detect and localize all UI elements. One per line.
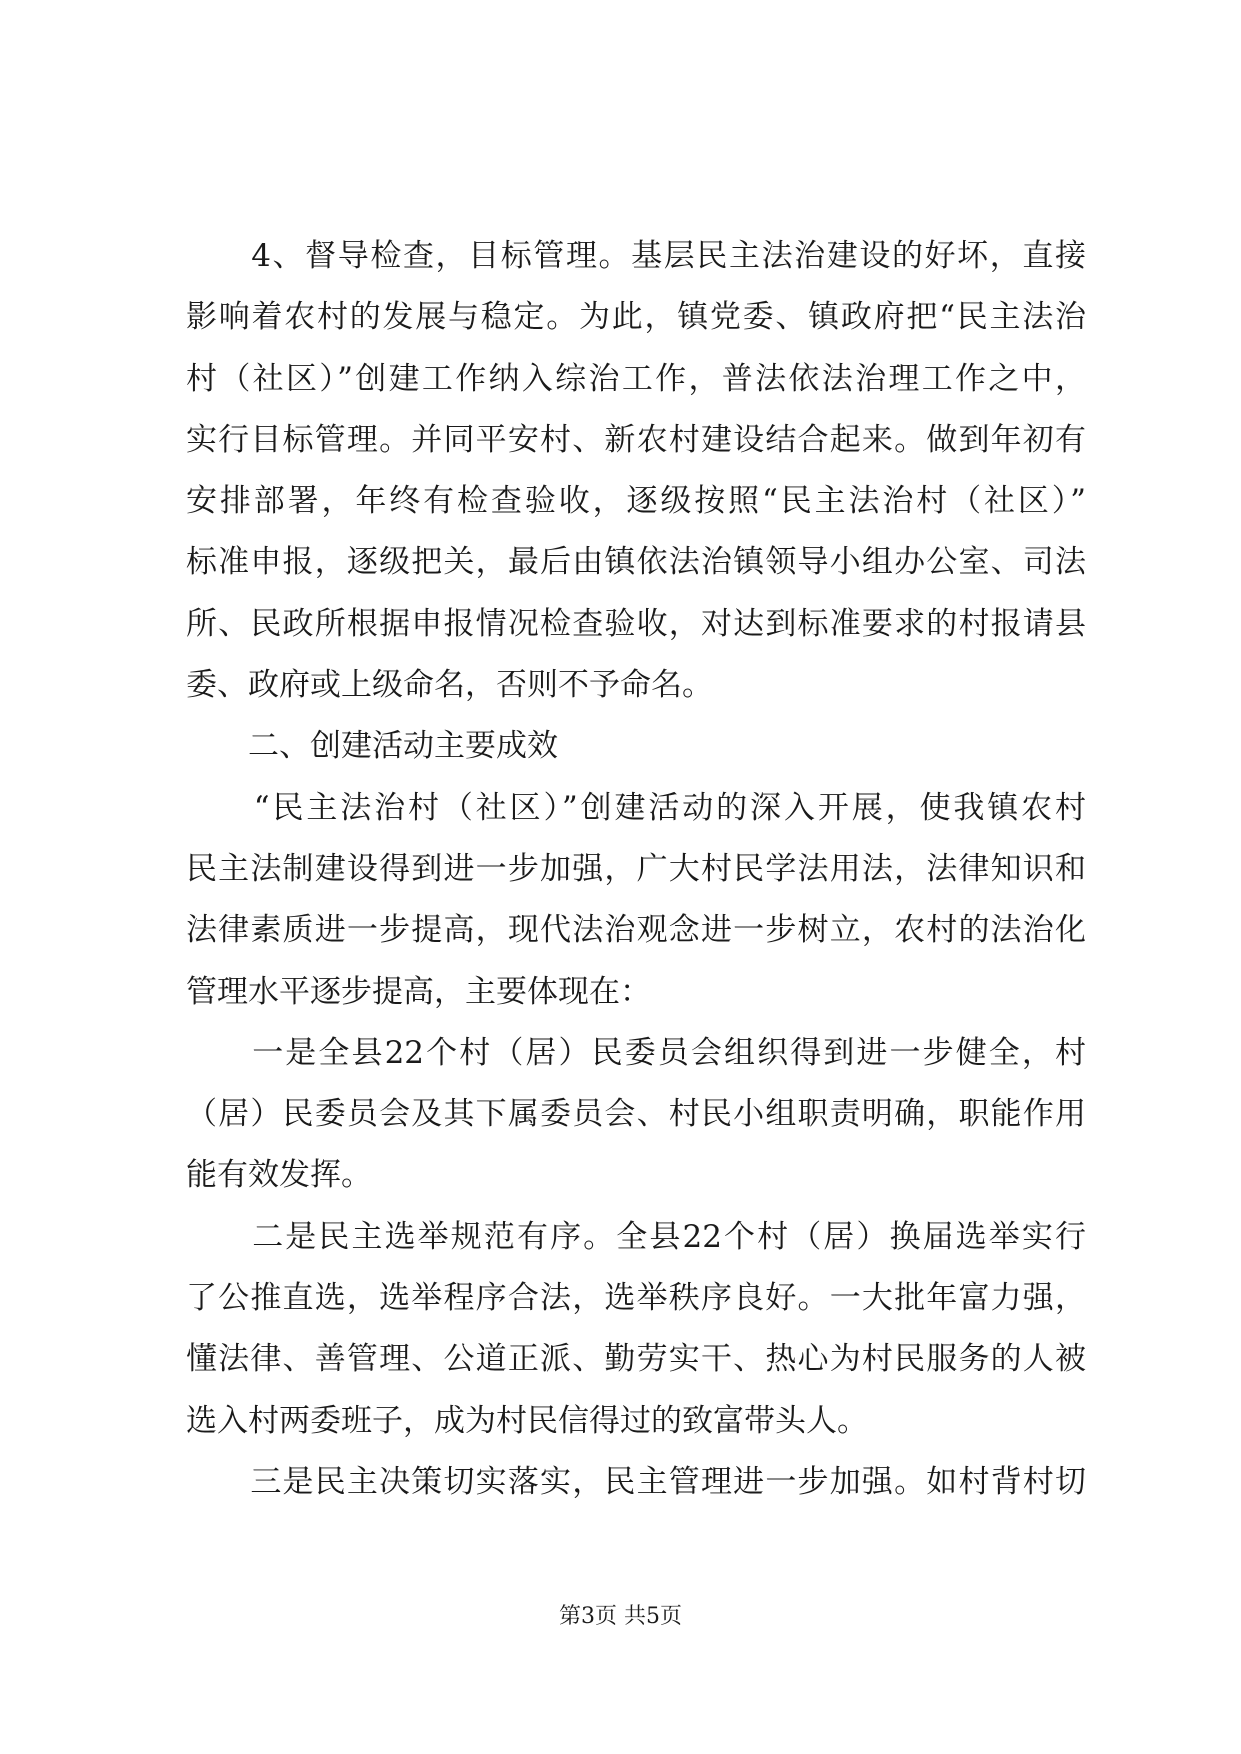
body-text <box>186 226 1086 1513</box>
text-line: （居）民委员会及其下属委员会、村民小组职责明确，职能作用 <box>186 1096 1086 1133</box>
text-line: 懂法律、善管理、公道正派、勤劳实干、热心为村民服务的人被 <box>186 1341 1086 1378</box>
page-footer: 第3页 共5页 <box>559 1604 682 1629</box>
text-line: 影响着农村的发展与稳定。为此，镇党委、镇政府把“民主法治 <box>186 299 1086 336</box>
text-line: 一是全县22个村（居）民委员会组织得到进一步健全，村 <box>186 1034 1086 1071</box>
text-line: 了公推直选，选举程序合法，选举秩序良好。一大批年富力强， <box>186 1280 1086 1317</box>
text-line: “民主法治村（社区）”创建活动的深入开展，使我镇农村 <box>186 789 1086 826</box>
text-line: 二、创建活动主要成效 <box>186 728 558 765</box>
text-line: 能有效发挥。 <box>186 1157 372 1194</box>
text-line: 委、政府或上级命名，否则不予命名。 <box>186 667 713 704</box>
text-line: 村（社区）”创建工作纳入综治工作，普法依法治理工作之中， <box>186 360 1086 397</box>
text-line: 二是民主选举规范有序。全县22个村（居）换届选举实行 <box>186 1218 1086 1255</box>
text-line: 民主法制建设得到进一步加强，广大村民学法用法，法律知识和 <box>186 850 1086 887</box>
text-line: 三是民主决策切实落实，民主管理进一步加强。如村背村切 <box>186 1463 1086 1500</box>
text-line: 标准申报，逐级把关，最后由镇依法治镇领导小组办公室、司法 <box>186 544 1086 581</box>
text-line: 法律素质进一步提高，现代法治观念进一步树立，农村的法治化 <box>186 912 1086 949</box>
text-line: 管理水平逐步提高，主要体现在： <box>186 973 651 1010</box>
text-line: 4、督导检查，目标管理。基层民主法治建设的好坏，直接 <box>186 238 1086 274</box>
text-line: 所、民政所根据申报情况检查验收，对达到标准要求的村报请县 <box>186 605 1086 642</box>
text-line: 安排部署，年终有检查验收，逐级按照“民主法治村（社区）” <box>186 483 1086 520</box>
text-line: 实行目标管理。并同平安村、新农村建设结合起来。做到年初有 <box>186 421 1086 458</box>
text-line: 选入村两委班子，成为村民信得过的致富带头人。 <box>186 1402 868 1439</box>
